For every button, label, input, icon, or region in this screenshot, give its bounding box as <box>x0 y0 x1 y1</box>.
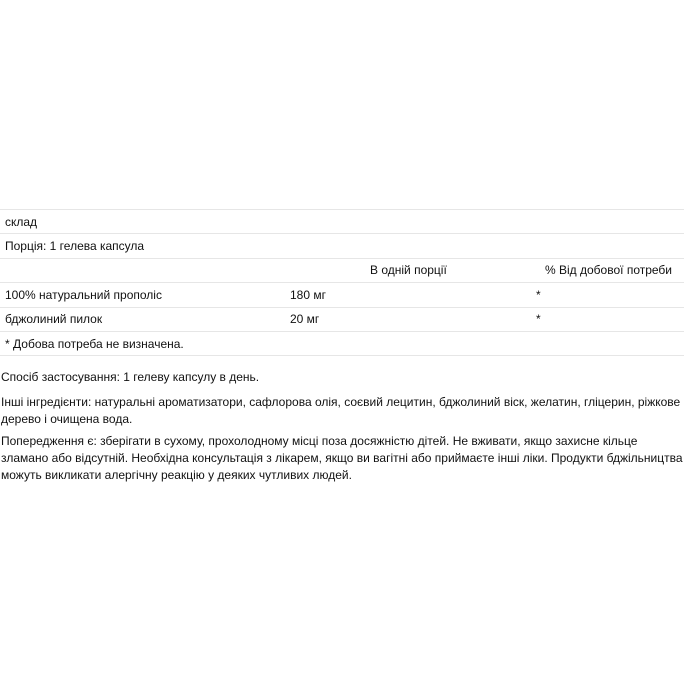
usage-instructions: Спосіб застосування: 1 гелеву капсулу в день. <box>1 370 260 384</box>
ingredient-daily-value: * <box>536 287 541 302</box>
ingredient-name: 100% натуральний прополіс <box>5 287 162 302</box>
table-title: склад <box>5 214 38 229</box>
supplement-facts-table <box>0 209 684 356</box>
ingredient-name: бджолиний пилок <box>5 312 103 327</box>
ingredient-amount: 180 мг <box>290 287 326 302</box>
footnote-row <box>0 332 684 356</box>
table-row <box>0 308 684 332</box>
table-footnote: * Добова потреба не визначена. <box>5 336 184 351</box>
other-ingredients: Інші інгредієнти: натуральні ароматизатори, сафлорова олія, соєвий лецитин, бджолиний віск, желатин, гліцерин, ріжкове дерево і очищена вода. <box>1 395 681 426</box>
table-header-row <box>0 259 684 283</box>
ingredient-daily-value: * <box>536 312 541 327</box>
serving-size-row <box>0 234 684 258</box>
daily-value-header: % Від добової потреби <box>545 263 673 278</box>
table-row <box>0 283 684 307</box>
per-serving-header: В одній порції <box>370 263 447 278</box>
ingredient-amount: 20 мг <box>290 312 320 327</box>
table-title-row <box>0 210 684 234</box>
warning-text: Попередження є: зберігати в сухому, прохолодному місці поза досяжністю дітей. Не вживати, якщо захисне кільце зламано або відсутній. Необхідна консультація з лікарем, якщо ви вагітні або приймаєте інші ліки. Продукти бджільництва можуть викликати алергічну реакцію у деяких чутливих людей. <box>1 434 683 482</box>
serving-size: Порція: 1 гелева капсула <box>5 239 145 254</box>
